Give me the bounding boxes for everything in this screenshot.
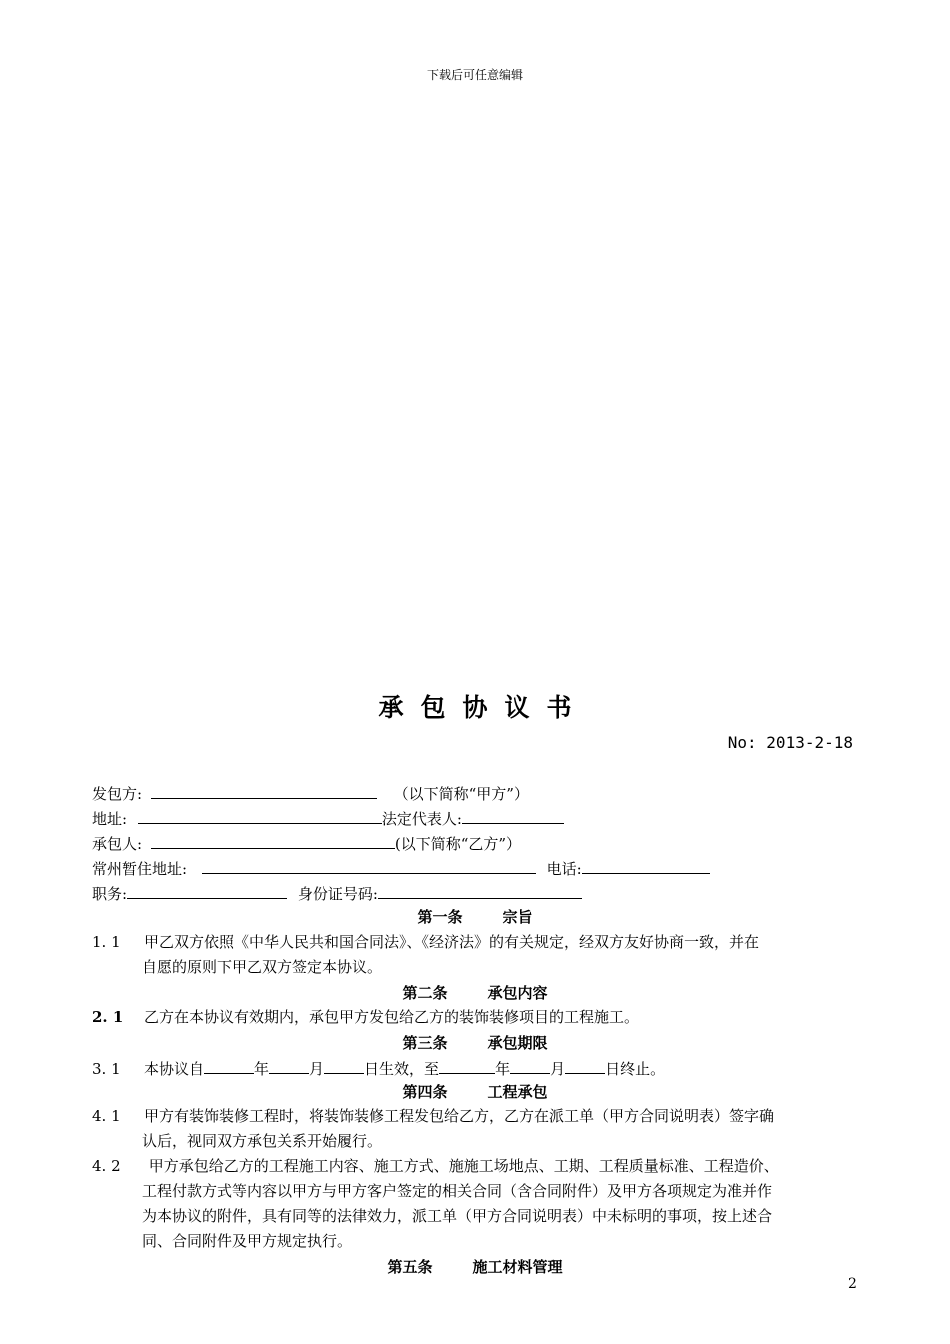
clause-4-2-line-2: 工程付款方式等内容以甲方与甲方客户签定的相关合同（含合同附件）及甲方各项规定为准并作 [142, 1182, 773, 1200]
document-number: No: 2013-2-18 [727, 733, 853, 752]
section-1-heading [0, 906, 950, 927]
position-line [92, 882, 582, 904]
clause-text: 甲方承包给乙方的工程施工内容、施工方式、施施工场地点、工期、工程质量标准、工程造价、 [144, 1157, 779, 1175]
clause-4-2 [92, 1156, 779, 1176]
clause-number: 2. 1 [92, 1008, 124, 1026]
temp-address-line [92, 857, 710, 879]
party-b-label: 承包人: [92, 835, 143, 853]
end-day-blank [565, 1057, 605, 1074]
address-label: 地址: [92, 810, 128, 828]
party-a-line [92, 782, 529, 804]
clause-3-1 [92, 1057, 665, 1079]
clause-4-2-line-3: 为本协议的附件，具有同等的法律效力，派工单（甲方合同说明表）中未标明的事项，按上述合 [142, 1207, 773, 1225]
clause-text: 日生效，至 [364, 1060, 440, 1078]
temp-address-label: 常州暂住地址: [92, 860, 188, 878]
clause-4-1 [92, 1106, 774, 1126]
position-blank [127, 882, 287, 899]
phone-blank [582, 857, 710, 874]
section-number: 第三条 [402, 1034, 448, 1052]
party-a-label: 发包方: [92, 785, 143, 803]
clause-number: 4. 2 [92, 1157, 121, 1175]
party-b-blank [151, 832, 395, 849]
section-number: 第二条 [402, 984, 448, 1002]
section-4-heading [0, 1081, 950, 1102]
section-title: 工程承包 [487, 1083, 548, 1101]
clause-text: 本协议自 [144, 1060, 205, 1078]
start-month-blank [269, 1057, 309, 1074]
clause-number: 3. 1 [92, 1060, 121, 1078]
address-line [92, 807, 564, 829]
section-3-heading [0, 1032, 950, 1053]
section-2-heading [0, 982, 950, 1003]
party-a-blank [151, 782, 377, 799]
clause-text: 年 [495, 1060, 511, 1078]
legal-rep-label: 法定代表人: [381, 810, 462, 828]
clause-2-1 [92, 1007, 639, 1027]
clause-text: 月 [309, 1060, 325, 1078]
start-year-blank [204, 1057, 254, 1074]
address-blank [138, 807, 382, 824]
end-month-blank [510, 1057, 550, 1074]
document-title: 承包协议书 [378, 693, 589, 722]
section-title: 宗旨 [502, 908, 533, 926]
section-number: 第四条 [402, 1083, 448, 1101]
clause-text: 年 [254, 1060, 270, 1078]
clause-text: 乙方在本协议有效期内，承包甲方发包给乙方的装饰装修项目的工程施工。 [144, 1008, 640, 1026]
party-b-line [92, 832, 521, 854]
end-year-blank [439, 1057, 495, 1074]
clause-number: 4. 1 [92, 1107, 121, 1125]
party-b-note: (以下简称“乙方”） [394, 835, 522, 853]
clause-1-1 [92, 932, 759, 952]
party-a-note: （以下简称“甲方”） [393, 785, 529, 803]
section-title: 承包内容 [487, 984, 548, 1002]
clause-text: 甲方有装饰装修工程时，将装饰装修工程发包给乙方，乙方在派工单（甲方合同说明表）签字确 [144, 1107, 775, 1125]
clause-number: 1. 1 [92, 933, 121, 951]
legal-rep-blank [462, 807, 564, 824]
start-day-blank [324, 1057, 364, 1074]
temp-address-blank [202, 857, 536, 874]
section-title: 承包期限 [487, 1034, 548, 1052]
clause-text: 月 [550, 1060, 566, 1078]
clause-text: 甲乙双方依照《中华人民共和国合同法》、《经济法》的有关规定，经双方友好协商一致，并在 [144, 933, 760, 951]
section-number: 第一条 [417, 908, 463, 926]
id-blank [378, 882, 582, 899]
page-header: 下载后可任意编辑 [426, 68, 523, 82]
id-label: 身份证号码: [297, 885, 378, 903]
clause-1-1-continued: 自愿的原则下甲乙双方签定本协议。 [142, 958, 383, 976]
position-label: 职务: [92, 885, 128, 903]
section-number: 第五条 [387, 1258, 433, 1276]
clause-text: 日终止。 [605, 1060, 666, 1078]
section-5-heading [0, 1256, 950, 1277]
page-number: 2 [848, 1276, 857, 1292]
phone-label: 电话: [546, 860, 582, 878]
clause-4-2-line-4: 同、合同附件及甲方规定执行。 [142, 1232, 353, 1250]
clause-4-1-continued: 认后，视同双方承包关系开始履行。 [142, 1132, 383, 1150]
section-title: 施工材料管理 [472, 1258, 563, 1276]
